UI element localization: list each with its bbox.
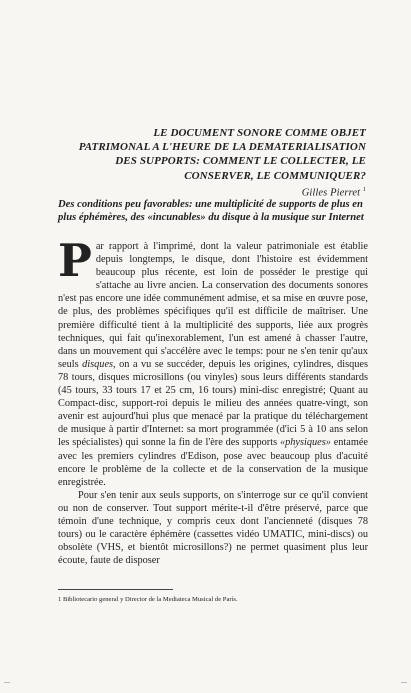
crop-mark-bottom-left <box>4 682 10 689</box>
emphasis-physiques: «physiques» <box>279 437 331 449</box>
paragraph-2: Pour s'en tenir aux seuls supports, on s'interroge sur ce qu'il convient ou non de conserver. Tout support mérite-t-il d'être préservé, parce que témoin d'une technique, y compris ceux dont l'ancienneté (disques 78 tours) ou le caractère éphémère (cassettes vidéo UMATIC, mini-discs) ou obsolète (VHS, et bientôt microsillons?) ne permet quasiment plus leur écoute, faute de disposer <box>58 489 368 567</box>
body-text <box>58 234 369 567</box>
title-line-2: PATRIMONAL A L'HEURE DE LA DEMATERIALISATION <box>78 141 366 154</box>
title-line-1: LE DOCUMENT SONORE COMME OBJET <box>153 127 366 139</box>
paragraph-1-part-c: entamée avec les premiers cylindres d'Edison, pose avec beaucoup plus d'acuité encore le problème de la collecte et de la conservation de la musique enregistrée. <box>58 437 368 488</box>
emphasis-disques: disques <box>82 358 114 370</box>
article-title <box>58 126 366 201</box>
crop-mark-bottom-right <box>401 682 407 689</box>
section-heading: Des conditions peu favorables: une multiplicité de supports de plus en plus éphémères, des «incunables» du disque à la musique sur Internet <box>58 199 364 224</box>
footnote-marker: 1 <box>362 186 366 193</box>
paragraph-1 <box>58 234 369 489</box>
paragraph-1-part-a: ar rapport à l'imprimé, dont la valeur patrimoniale est établie depuis longtemps, le disque, dont l'histoire est évidemment beaucoup plus récente, est loin de posséder le prestige qui s'attache au livre ancien. La conservation des documents sonores n'est pas encore une idée communément admise, et sa mise en œuvre pose, de plus, des problèmes spécifiques qu'il est difficile de maîtriser. Une première difficulté tient à la multiplicité des supports, liée aux progrès techniques, qui fait qu'inexorablement, l'un est amené à chasser l'autre, dans un mouvement qui s'accélère avec le temps: pour ne s'en tenir qu'aux seuls <box>58 241 368 370</box>
drop-cap: P <box>58 234 92 287</box>
title-line-3: DES SUPPORTS: COMMENT LE COLLECTER, LE <box>115 155 366 168</box>
footnote-divider <box>58 589 173 590</box>
author-name: Gilles Pierret <box>301 187 361 199</box>
footnote: 1 Bibliotecario general y Director de la Mediateca Musical de París. <box>58 596 238 603</box>
title-line-4: CONSERVER, LE COMMUNIQUER? <box>184 169 366 182</box>
paragraph-1-part-b: , on a vu se succéder, depuis les origines, cylindres, disques 78 tours, disques microsillons (ou vinyles) sous leurs différents standards (45 tours, 33 tours 17 et 25 cm, 16 tours) mini-disc enregistré; Quant au Compact-disc, support-roi depuis le milieu des années quatre-vingt, son avenir est aujourd'hui plus que menacé par la pratique du téléchargement de musique à partir d'Internet: sa mort programmée (d'ici 5 à 10 ans selon les spécialistes) qui sonne la fin de l'ère des supports <box>58 358 369 449</box>
